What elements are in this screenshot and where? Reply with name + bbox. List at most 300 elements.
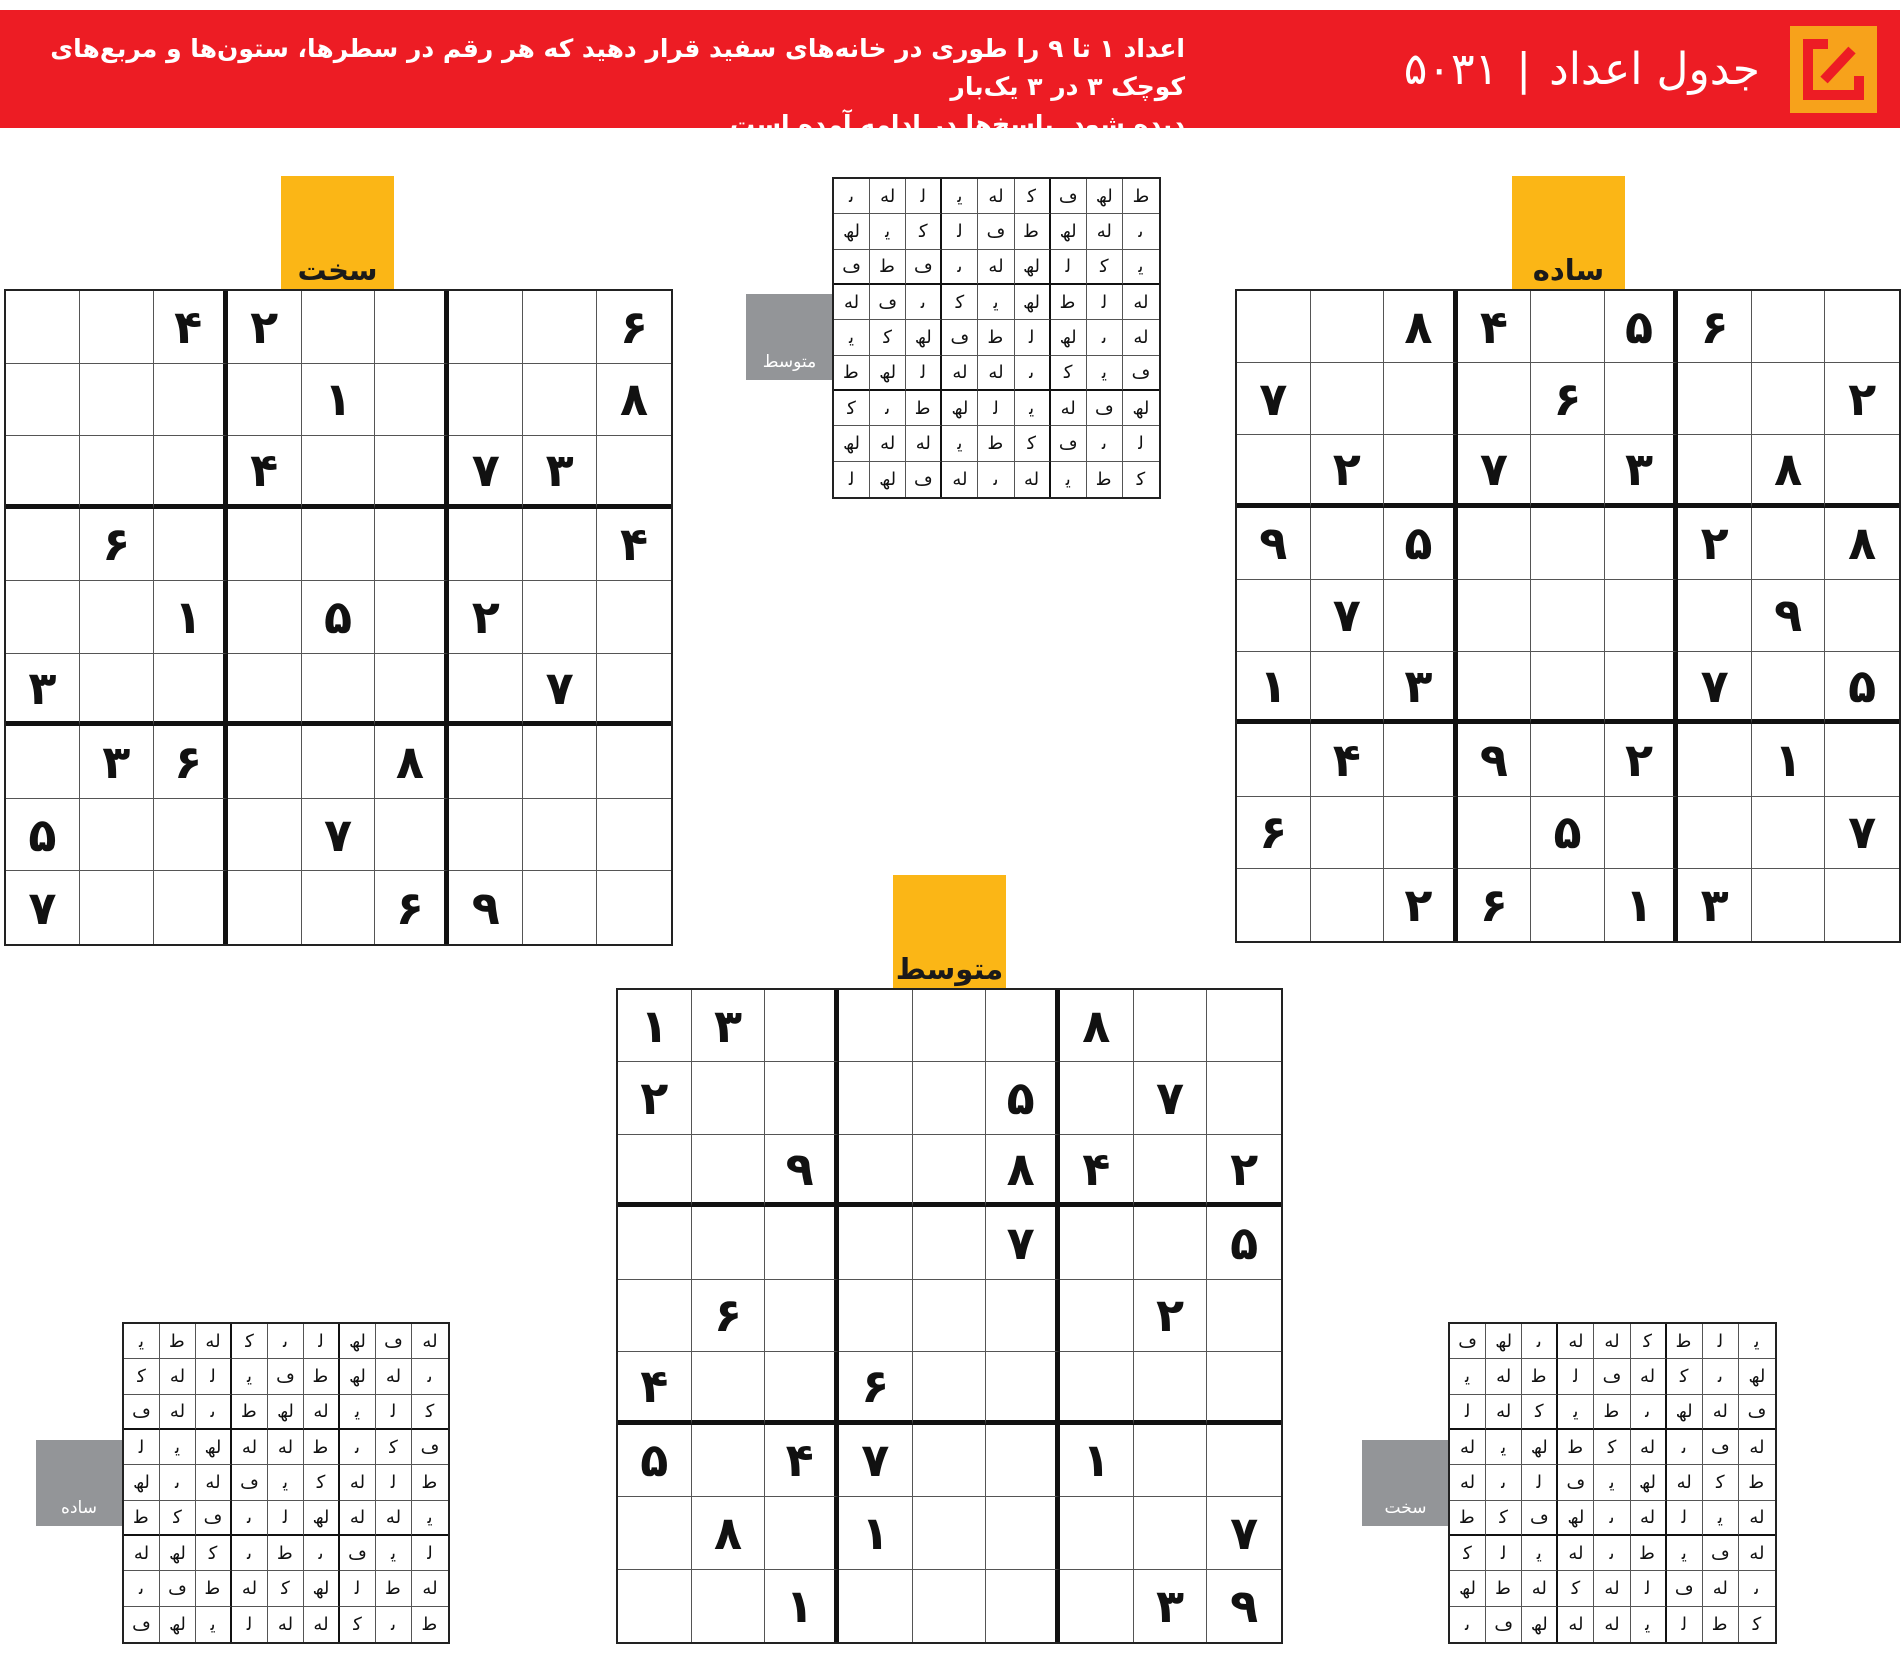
grid-cell[interactable] <box>1678 363 1752 435</box>
grid-cell: ﻟ <box>1631 1571 1667 1606</box>
grid-cell[interactable]: ۳ <box>523 436 597 509</box>
grid-cell[interactable]: ۶ <box>692 1280 766 1352</box>
grid-cell[interactable] <box>765 1280 839 1352</box>
grid-cell[interactable]: ۱ <box>1605 869 1679 941</box>
grid-cell: ﻟﮫ <box>1522 1430 1558 1465</box>
grid-cell[interactable]: ۲ <box>1384 869 1458 941</box>
grid-cell[interactable] <box>1311 869 1385 941</box>
grid-cell[interactable] <box>523 509 597 582</box>
grid-cell[interactable] <box>1605 508 1679 580</box>
grid-cell[interactable]: ۹ <box>1230 1578 1259 1633</box>
solution-label-easy: ساده <box>36 1440 122 1526</box>
grid-cell[interactable] <box>80 291 154 364</box>
grid-cell: ﻟﮫ <box>906 320 942 355</box>
grid-cell: ﻟﮫ <box>834 426 870 461</box>
grid-cell[interactable]: ۴ <box>1311 724 1385 796</box>
grid-cell[interactable] <box>913 1207 987 1279</box>
grid-cell: ﯾ <box>268 1465 304 1500</box>
grid-cell[interactable]: ۷ <box>1134 1062 1208 1134</box>
grid-cell[interactable]: ۹ <box>765 1135 839 1207</box>
grid-cell[interactable] <box>1060 1497 1134 1569</box>
grid-cell[interactable]: ۷ <box>986 1207 1060 1279</box>
grid-cell[interactable] <box>839 1280 913 1352</box>
grid-cell: ﻟﮫ <box>1015 285 1051 320</box>
grid-cell: ﻃ <box>978 320 1014 355</box>
grid-cell[interactable] <box>1134 1497 1208 1569</box>
grid-cell[interactable]: ۲ <box>1311 435 1385 507</box>
grid-cell: ﯨ <box>1667 1430 1703 1465</box>
grid-cell[interactable] <box>523 799 597 872</box>
grid-cell: ﻛ <box>124 1359 160 1394</box>
grid-cell[interactable] <box>765 1352 839 1424</box>
grid-cell[interactable]: ۱ <box>839 1497 913 1569</box>
grid-cell[interactable] <box>913 1135 987 1207</box>
grid-cell[interactable] <box>1458 580 1532 652</box>
grid-cell[interactable]: ۳ <box>1134 1570 1208 1642</box>
grid-cell[interactable] <box>618 1280 692 1352</box>
grid-cell: ڡ <box>1739 1395 1775 1430</box>
grid-cell[interactable] <box>375 291 449 364</box>
grid-cell[interactable] <box>986 990 1060 1062</box>
grid-cell[interactable] <box>1752 869 1826 941</box>
grid-cell[interactable] <box>1311 797 1385 869</box>
grid-cell[interactable] <box>1825 724 1899 796</box>
grid-cell[interactable] <box>986 1280 1060 1352</box>
grid-cell[interactable] <box>1237 291 1311 363</box>
grid-cell[interactable] <box>1060 1207 1134 1279</box>
grid-cell[interactable]: ۷ <box>449 436 523 509</box>
grid-cell[interactable] <box>913 1280 987 1352</box>
grid-cell[interactable] <box>986 1352 1060 1424</box>
grid-cell[interactable]: ۶ <box>375 871 449 944</box>
grid-cell[interactable] <box>1384 724 1458 796</box>
grid-cell: ﻟ <box>1703 1324 1739 1359</box>
grid-cell[interactable] <box>449 509 523 582</box>
grid-cell[interactable] <box>1605 580 1679 652</box>
grid-cell[interactable]: ۸ <box>1060 990 1134 1062</box>
grid-cell[interactable] <box>1825 291 1899 363</box>
grid-cell[interactable] <box>1678 797 1752 869</box>
grid-cell: ﯾ <box>340 1395 376 1430</box>
grid-cell[interactable] <box>1825 580 1899 652</box>
grid-cell[interactable]: ۱ <box>618 990 692 1062</box>
grid-cell[interactable] <box>523 726 597 799</box>
grid-cell[interactable] <box>80 654 154 727</box>
grid-cell[interactable] <box>1134 1135 1208 1207</box>
grid-cell[interactable] <box>523 291 597 364</box>
grid-cell[interactable] <box>375 436 449 509</box>
grid-cell[interactable]: ۹ <box>449 871 523 944</box>
grid-cell[interactable]: ۳ <box>6 654 80 727</box>
grid-cell: ﻟ <box>1087 285 1123 320</box>
logo <box>1790 26 1877 113</box>
grid-cell[interactable] <box>228 799 302 872</box>
grid-cell[interactable] <box>692 1062 766 1134</box>
grid-cell[interactable] <box>523 871 597 944</box>
grid-cell[interactable]: ۲ <box>1207 1135 1281 1207</box>
header-banner <box>0 10 1900 139</box>
grid-cell: ﻟ <box>1015 320 1051 355</box>
grid-cell[interactable] <box>228 871 302 944</box>
grid-cell[interactable] <box>1605 363 1679 435</box>
grid-cell[interactable] <box>765 1062 839 1134</box>
grid-cell: ﻃ <box>1667 1324 1703 1359</box>
grid-cell[interactable] <box>523 581 597 654</box>
grid-cell[interactable] <box>597 871 671 944</box>
grid-cell[interactable] <box>80 364 154 437</box>
grid-cell[interactable] <box>913 1570 987 1642</box>
grid-cell: ﻛ <box>1015 426 1051 461</box>
grid-cell[interactable]: ۴ <box>618 1352 692 1424</box>
grid-cell[interactable] <box>1531 435 1605 507</box>
grid-cell[interactable] <box>986 1497 1060 1569</box>
grid-cell[interactable] <box>839 990 913 1062</box>
grid-cell: ﻛ <box>1522 1395 1558 1430</box>
grid-cell: ڡ <box>124 1607 160 1642</box>
grid-cell[interactable]: ۷ <box>523 654 597 727</box>
grid-cell[interactable] <box>1678 724 1752 796</box>
grid-cell[interactable] <box>597 654 671 727</box>
grid-cell[interactable]: ۲ <box>1825 363 1899 435</box>
grid-cell[interactable] <box>375 799 449 872</box>
grid-cell[interactable] <box>1311 291 1385 363</box>
grid-cell[interactable] <box>597 581 671 654</box>
grid-cell[interactable]: ۶ <box>1458 869 1532 941</box>
grid-cell[interactable]: ۲ <box>1605 724 1679 796</box>
grid-cell[interactable] <box>228 364 302 437</box>
grid-cell[interactable] <box>1311 652 1385 724</box>
grid-cell[interactable] <box>618 1135 692 1207</box>
grid-cell[interactable]: ۷ <box>1237 363 1311 435</box>
grid-cell[interactable] <box>913 1352 987 1424</box>
grid-cell[interactable]: ۵ <box>1384 508 1458 580</box>
grid-cell[interactable]: ۶ <box>80 509 154 582</box>
grid-cell[interactable]: ۸ <box>1384 291 1458 363</box>
grid-cell[interactable] <box>228 654 302 727</box>
grid-cell[interactable] <box>1384 435 1458 507</box>
grid-cell[interactable] <box>1384 363 1458 435</box>
grid-cell[interactable]: ۴ <box>597 509 671 582</box>
grid-cell[interactable] <box>692 1352 766 1424</box>
grid-cell[interactable] <box>1134 1425 1208 1497</box>
grid-cell[interactable]: ۱ <box>154 581 228 654</box>
grid-cell[interactable] <box>1531 508 1605 580</box>
grid-cell[interactable] <box>1384 797 1458 869</box>
grid-cell[interactable] <box>154 509 228 582</box>
grid-cell[interactable]: ۷ <box>302 799 376 872</box>
grid-cell[interactable] <box>1531 652 1605 724</box>
grid-cell[interactable]: ۵ <box>1207 1207 1281 1279</box>
grid-cell[interactable] <box>154 436 228 509</box>
grid-cell[interactable] <box>1458 363 1532 435</box>
grid-cell[interactable] <box>839 1135 913 1207</box>
grid-cell[interactable]: ۸ <box>692 1497 766 1569</box>
grid-cell[interactable] <box>1458 508 1532 580</box>
grid-cell[interactable]: ۵ <box>1605 291 1679 363</box>
grid-cell[interactable] <box>228 581 302 654</box>
grid-cell[interactable] <box>913 1062 987 1134</box>
grid-cell[interactable] <box>1531 869 1605 941</box>
grid-cell[interactable] <box>80 436 154 509</box>
grid-cell[interactable] <box>375 581 449 654</box>
grid-cell: ﻟﻪ <box>942 462 978 497</box>
grid-cell[interactable] <box>692 1207 766 1279</box>
grid-cell[interactable] <box>302 436 376 509</box>
grid-cell[interactable] <box>302 654 376 727</box>
grid-cell[interactable] <box>1752 797 1826 869</box>
grid-cell[interactable] <box>302 509 376 582</box>
grid-cell[interactable] <box>1060 1352 1134 1424</box>
grid-cell: ﻃ <box>1739 1465 1775 1500</box>
grid-cell[interactable] <box>6 291 80 364</box>
grid-cell[interactable] <box>692 1135 766 1207</box>
grid-cell[interactable]: ۹ <box>1458 724 1532 796</box>
grid-cell[interactable]: ۶ <box>839 1352 913 1424</box>
grid-cell[interactable] <box>302 871 376 944</box>
grid-cell[interactable]: ۶ <box>154 726 228 799</box>
grid-cell[interactable]: ۴ <box>1060 1135 1134 1207</box>
grid-cell[interactable] <box>1060 1280 1134 1352</box>
grid-cell: ڡ <box>268 1359 304 1394</box>
grid-cell[interactable] <box>618 1497 692 1569</box>
grid-cell[interactable]: ۳ <box>1678 869 1752 941</box>
grid-cell: ﻛ <box>1667 1359 1703 1394</box>
grid-cell[interactable] <box>1531 580 1605 652</box>
grid-cell[interactable] <box>765 990 839 1062</box>
grid-cell: ﻟﻪ <box>304 1607 340 1642</box>
grid-cell[interactable] <box>80 581 154 654</box>
grid-cell: ﻃ <box>160 1324 196 1359</box>
grid-cell[interactable] <box>1825 869 1899 941</box>
grid-cell[interactable] <box>1531 724 1605 796</box>
grid-cell: ﯨ <box>1087 426 1123 461</box>
grid-cell[interactable] <box>1207 1280 1281 1352</box>
grid-cell[interactable] <box>375 654 449 727</box>
grid-cell[interactable] <box>597 726 671 799</box>
grid-cell: ﻟ <box>1450 1395 1486 1430</box>
grid-cell: ﻟﻪ <box>1522 1571 1558 1606</box>
grid-cell[interactable]: ۷ <box>839 1425 913 1497</box>
grid-cell: ﻃ <box>422 1613 438 1635</box>
grid-cell[interactable] <box>692 1570 766 1642</box>
grid-cell[interactable] <box>618 1570 692 1642</box>
grid-cell[interactable] <box>1311 363 1385 435</box>
grid-cell[interactable]: ۹ <box>1752 580 1826 652</box>
grid-cell[interactable] <box>1207 990 1281 1062</box>
grid-cell[interactable] <box>375 509 449 582</box>
grid-cell[interactable] <box>154 364 228 437</box>
grid-cell[interactable] <box>597 799 671 872</box>
grid-cell: ﻟﻪ <box>268 1607 304 1642</box>
grid-cell[interactable] <box>6 436 80 509</box>
grid-cell[interactable] <box>765 1207 839 1279</box>
grid-cell[interactable] <box>618 1207 692 1279</box>
grid-cell: ﯾ <box>1558 1395 1594 1430</box>
grid-cell[interactable] <box>692 1425 766 1497</box>
grid-cell[interactable]: ۷ <box>1311 580 1385 652</box>
grid-cell[interactable] <box>449 291 523 364</box>
grid-cell[interactable] <box>1134 1352 1208 1424</box>
grid-cell[interactable]: ۴ <box>1458 291 1532 363</box>
grid-cell[interactable]: ۵ <box>6 799 80 872</box>
grid-cell[interactable]: ۸ <box>986 1135 1060 1207</box>
grid-cell: ڡ <box>1450 1324 1486 1359</box>
grid-cell[interactable]: ۸ <box>1752 435 1826 507</box>
grid-cell[interactable]: ۷ <box>1825 797 1899 869</box>
grid-cell[interactable] <box>1207 1352 1281 1424</box>
grid-cell[interactable] <box>302 291 376 364</box>
grid-cell[interactable] <box>1458 652 1532 724</box>
grid-cell[interactable] <box>6 726 80 799</box>
grid-cell[interactable]: ۶ <box>1237 797 1311 869</box>
grid-cell: ط <box>1123 179 1159 214</box>
grid-cell[interactable]: ۲ <box>618 1062 692 1134</box>
grid-cell[interactable] <box>80 799 154 872</box>
grid-cell: ﻟﻪ <box>160 1395 196 1430</box>
grid-cell[interactable] <box>913 1497 987 1569</box>
grid-cell[interactable] <box>6 364 80 437</box>
grid-cell[interactable]: ۲ <box>228 291 302 364</box>
grid-cell[interactable]: ۳ <box>692 990 766 1062</box>
grid-cell[interactable] <box>986 1570 1060 1642</box>
grid-cell[interactable] <box>1134 990 1208 1062</box>
grid-cell[interactable]: ۱ <box>1060 1425 1134 1497</box>
grid-cell[interactable] <box>1207 1425 1281 1497</box>
grid-cell[interactable]: ۸ <box>375 726 449 799</box>
grid-cell[interactable] <box>228 726 302 799</box>
grid-cell: ڡ <box>376 1324 412 1359</box>
grid-cell[interactable] <box>228 509 302 582</box>
grid-cell[interactable] <box>1752 652 1826 724</box>
grid-cell[interactable] <box>1237 435 1311 507</box>
grid-cell[interactable] <box>1605 652 1679 724</box>
grid-cell: ﻃ <box>232 1395 268 1430</box>
grid-cell[interactable]: ۲ <box>1134 1280 1208 1352</box>
grid-cell: ﻛ <box>1594 1430 1630 1465</box>
grid-cell[interactable] <box>839 1207 913 1279</box>
grid-cell[interactable] <box>154 654 228 727</box>
grid-cell[interactable] <box>154 871 228 944</box>
grid-cell[interactable] <box>913 990 987 1062</box>
grid-cell[interactable] <box>449 726 523 799</box>
grid-cell[interactable]: ۴ <box>765 1425 839 1497</box>
grid-cell[interactable]: ۵ <box>1531 797 1605 869</box>
grid-cell[interactable] <box>154 799 228 872</box>
grid-cell[interactable] <box>765 1497 839 1569</box>
grid-cell[interactable] <box>1531 291 1605 363</box>
grid-cell[interactable] <box>375 364 449 437</box>
grid-cell[interactable]: ۲ <box>1678 508 1752 580</box>
grid-cell[interactable]: ۶ <box>597 291 671 364</box>
grid-cell[interactable] <box>1060 1062 1134 1134</box>
grid-cell: ﯾ <box>160 1430 196 1465</box>
grid-cell[interactable] <box>1605 797 1679 869</box>
grid-cell[interactable] <box>1752 508 1826 580</box>
grid-cell[interactable]: ۳ <box>80 726 154 799</box>
grid-cell: ﻟﻪ <box>1594 1324 1630 1359</box>
grid-cell[interactable] <box>1752 363 1826 435</box>
grid-cell[interactable] <box>302 726 376 799</box>
grid-cell[interactable]: ۸ <box>1825 508 1899 580</box>
grid-cell: ﻟﻪ <box>1015 462 1051 497</box>
grid-cell: ﻟﻪ <box>1558 1607 1594 1642</box>
grid-cell: ﻟﮫ <box>340 1324 376 1359</box>
grid-cell: ﻟﻪ <box>340 1465 376 1500</box>
grid-cell[interactable] <box>449 654 523 727</box>
grid-cell: ﯾ <box>196 1607 232 1642</box>
grid-cell[interactable]: ۷ <box>1678 652 1752 724</box>
grid-cell[interactable] <box>1134 1207 1208 1279</box>
grid-cell: ڡ <box>124 1395 160 1430</box>
grid-cell: ﻟﮫ <box>1051 214 1087 249</box>
grid-cell: ﻟﮫ <box>942 391 978 426</box>
grid-cell[interactable]: ۵ <box>302 581 376 654</box>
grid-cell[interactable] <box>1678 580 1752 652</box>
grid-cell[interactable] <box>1237 580 1311 652</box>
grid-cell[interactable]: ۶ <box>1531 363 1605 435</box>
grid-cell[interactable]: ۴ <box>228 436 302 509</box>
grid-cell[interactable] <box>1207 1062 1281 1134</box>
grid-cell[interactable]: ۹ <box>1237 508 1311 580</box>
grid-cell[interactable]: ۷ <box>6 871 80 944</box>
grid-cell[interactable] <box>1060 1570 1134 1642</box>
grid-cell[interactable]: ۸ <box>597 364 671 437</box>
grid-cell[interactable] <box>6 509 80 582</box>
grid-cell[interactable] <box>1458 797 1532 869</box>
grid-cell[interactable] <box>1237 724 1311 796</box>
grid-cell[interactable] <box>1237 869 1311 941</box>
grid-cell[interactable] <box>1311 508 1385 580</box>
grid-cell[interactable] <box>597 436 671 509</box>
grid-cell[interactable] <box>913 1425 987 1497</box>
grid-cell[interactable]: ۵ <box>618 1425 692 1497</box>
grid-cell[interactable]: ۱ <box>302 364 376 437</box>
grid-cell[interactable] <box>839 1062 913 1134</box>
grid-cell[interactable] <box>1752 291 1826 363</box>
grid-cell[interactable] <box>839 1570 913 1642</box>
grid-cell[interactable]: ۱ <box>1752 724 1826 796</box>
grid-cell[interactable]: ۳ <box>1384 652 1458 724</box>
grid-cell[interactable]: ۵ <box>1825 652 1899 724</box>
grid-cell[interactable] <box>449 364 523 437</box>
grid-cell: ڡ <box>1486 1607 1522 1642</box>
grid-cell[interactable] <box>80 871 154 944</box>
grid-cell: ﻟﮫ <box>268 1395 304 1430</box>
grid-cell: ﻟ <box>376 1395 412 1430</box>
grid-cell: ﻟ <box>124 1430 160 1465</box>
grid-cell: ﻛ <box>1136 468 1146 490</box>
grid-cell[interactable] <box>986 1425 1060 1497</box>
grid-cell[interactable] <box>1384 580 1458 652</box>
grid-cell[interactable]: ۳ <box>1605 435 1679 507</box>
grid-cell[interactable] <box>1678 435 1752 507</box>
grid-cell: ﯾ <box>942 426 978 461</box>
grid-cell: ﻟﻪ <box>1631 1501 1667 1536</box>
grid-cell[interactable] <box>1825 435 1899 507</box>
grid-cell[interactable] <box>523 364 597 437</box>
grid-cell[interactable] <box>6 581 80 654</box>
grid-cell[interactable]: ۴ <box>154 291 228 364</box>
grid-cell[interactable]: ۶ <box>1678 291 1752 363</box>
grid-cell[interactable]: ۵ <box>986 1062 1060 1134</box>
grid-cell[interactable]: ۲ <box>449 581 523 654</box>
grid-cell[interactable]: ۱ <box>1237 652 1311 724</box>
grid-cell[interactable] <box>449 799 523 872</box>
grid-cell[interactable]: ۷ <box>1207 1497 1281 1569</box>
grid-cell[interactable]: ۱ <box>765 1570 839 1642</box>
grid-cell[interactable]: ۷ <box>1458 435 1532 507</box>
grid-cell: ﻟﻪ <box>1450 1465 1486 1500</box>
